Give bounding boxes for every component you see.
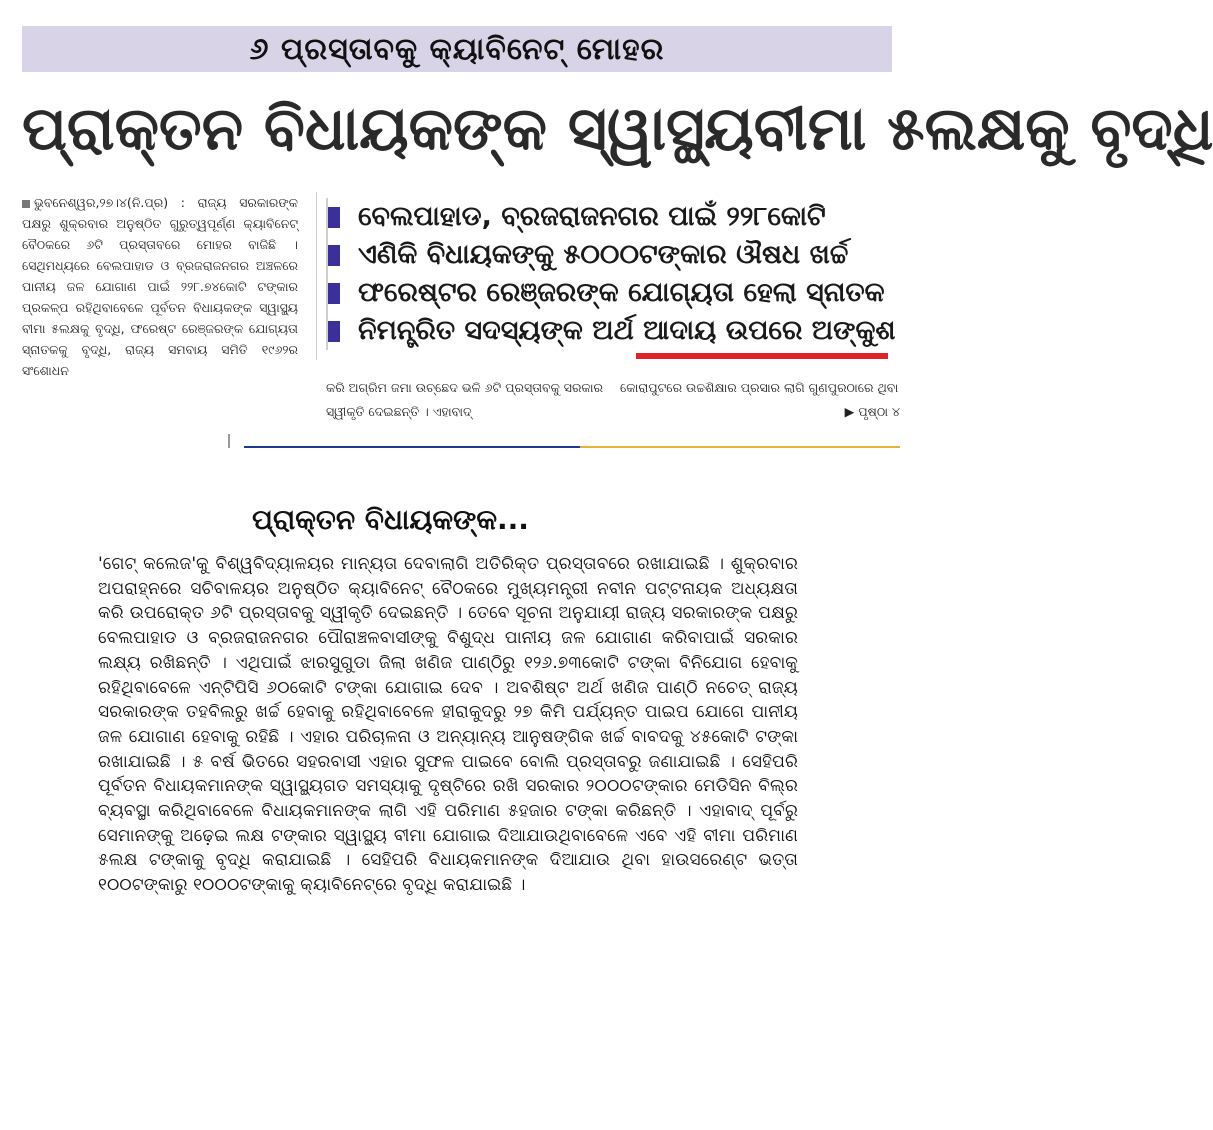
sub-column-2-text: କୋରାପୁଟରେ ଉଚ୍ଚଶିକ୍ଷାର ପ୍ରସାର ଲାଗି ଗୁଣପୁରଠାରେ ଥିବା — [620, 380, 899, 395]
column-divider — [316, 192, 317, 360]
kicker-text: ୬ ପ୍ରସ୍ତାବକୁ କ୍ୟାବିନେଟ୍ ମୋହର — [249, 31, 665, 67]
page-reference-link[interactable]: ▶ ପୃଷ୍ଠା ୪ — [844, 404, 900, 419]
highlight-text: ଏଣିକି ବିଧାୟକଙ୍କୁ ୫୦୦୦ଟଙ୍କାର ଔଷଧ ଖର୍ଚ୍ଚ — [358, 239, 849, 270]
square-bullet-icon — [22, 200, 30, 208]
lead-text: ଭୁବନେଶ୍ୱର,୨୭।୪(ନି.ପ୍ର) : ରାଜ୍ୟ ସରକାରଙ୍କ ପକ୍ଷରୁ ଶୁକ୍ରବାର ଅନୁଷ୍ଠିତ ଗୁରୁତ୍ୱପୂର୍ଣ୍ଣ କ୍ୟାବିନେଟ୍ ବୈଠକରେ ୬ଟି ପ୍ରସ୍ତାବରେ ମୋହର ବାଜିଛି । ସେଥିମଧ୍ୟରେ ବେଲପାହାଡ ଓ ବ୍ରଜରାଜନଗର ଅଞ୍ଚଳରେ ପାନୀୟ ଜଳ ଯୋଗାଣ ପାଇଁ ୨୨୮.୭୪କୋଟି ଟଙ୍କାର ପ୍ରକଳ୍ପ ରହିଥିବାବେଳେ ପୂର୍ବତନ ବିଧାୟକଙ୍କ ସ୍ୱାସ୍ଥ୍ୟ ବୀମା ୫ଲକ୍ଷକୁ ବୃଦ୍ଧି, ଫରେଷ୍ଟ ରେଞ୍ଜରଙ୍କ ଯୋଗ୍ୟତା ସ୍ନାତକକୁ ବୃଦ୍ଧି, ରାଜ୍ୟ ସମବାୟ ସମିତି ୧୯୬୨ର ସଂଶୋଧନ — [22, 195, 298, 378]
separator-rule-gold — [580, 446, 900, 448]
highlight-text: ବେଲପାହାଡ, ବ୍ରଜରାଜନଗର ପାଇଁ ୨୨୮କୋଟି — [358, 201, 826, 232]
highlight-item — [328, 198, 898, 236]
continuation-title: ପ୍ରାକ୍ତନ ବିଧାୟକଙ୍କ... — [252, 503, 529, 536]
square-bullet-icon — [328, 283, 340, 304]
sub-column-2 — [620, 376, 900, 424]
sub-column-1: କରି ଅଗ୍ରିମ ଜମା ଉଚ୍ଛେଦ ଭଳି ୬ଟି ପ୍ରସ୍ତାବକୁ ସରକାର ସ୍ୱୀକୃତି ଦେଇଛନ୍ତି । ଏହାବାଦ୍ — [326, 380, 603, 419]
separator-rule-blue — [244, 446, 580, 448]
square-bullet-icon — [328, 245, 340, 266]
highlight-text: ଫରେଷ୍ଟର ରେଞ୍ଜରଙ୍କ ଯୋଗ୍ୟତା ହେଲା ସ୍ନାତକ — [358, 277, 885, 308]
separator-tick — [228, 434, 230, 448]
highlight-item — [328, 236, 898, 274]
highlight-item — [328, 312, 898, 350]
accent-underline — [636, 353, 888, 359]
square-bullet-icon — [328, 321, 340, 342]
highlight-item — [328, 274, 898, 312]
square-bullet-icon — [328, 207, 340, 228]
kicker-banner — [22, 26, 892, 72]
continuation-columns — [326, 376, 900, 424]
highlight-text: ନିମନ୍ତ୍ରିତ ସଦସ୍ୟଙ୍କ ଅର୍ଥ ଆଦାୟ ଉପରେ ଅଙ୍କୁଶ — [358, 315, 896, 346]
headline: ପ୍ରାକ୍ତନ ବିଧାୟକଙ୍କ ସ୍ୱାସ୍ଥ୍ୟବୀମା ୫ଲକ୍ଷକୁ ବୃଦ୍ଧି — [22, 94, 1213, 164]
highlights-box — [326, 198, 898, 350]
continuation-body: 'ଗେଟ୍ କଲେଜ'କୁ ବିଶ୍ୱବିଦ୍ୟାଳୟର ମାନ୍ୟତା ଦେବାଲାଗି ଅତିରିକ୍ତ ପ୍ରସ୍ତାବରେ ରଖାଯାଇଛି । ଶୁକ୍ରବାର ଅପରାହ୍ନରେ ସଚିବାଳୟର ଅନୁଷ୍ଠିତ କ୍ୟାବିନେଟ୍ ବୈଠକରେ ମୁଖ୍ୟମନ୍ତ୍ରୀ ନବୀନ ପଟ୍ଟନାୟକ ଅଧ୍ୟକ୍ଷତା କରି ଉପରୋକ୍ତ ୬ଟି ପ୍ରସ୍ତାବକୁ ସ୍ୱୀକୃତି ଦେଇଛନ୍ତି । ତେବେ ସୂଚନା ଅନୁଯାୟୀ ରାଜ୍ୟ ସରକାରଙ୍କ ପକ୍ଷରୁ ବେଲପାହାଡ ଓ ବ୍ରଜରାଜନଗର ପୌରାଞ୍ଚଳବାସୀଙ୍କୁ ବିଶୁଦ୍ଧ ପାନୀୟ ଜଳ ଯୋଗାଣ କରିବାପାଇଁ ସରକାର ଲକ୍ଷ୍ୟ ରଖିଛନ୍ତି । ଏଥିପାଇଁ ଝାରସୁଗୁଡା ଜିଲା ଖଣିଜ ପାଣ୍ଠିରୁ ୧୨୬.୭୩କୋଟି ଟଙ୍କା ବିନିଯୋଗ ହେବାକୁ ରହିଥିବାବେଳେ ଏନ୍‌ଟିପିସି ୬୦କୋଟି ଟଙ୍କା ଯୋଗାଇ ଦେବ । ଅବଶିଷ୍ଟ ଅର୍ଥ ଖଣିଜ ପାଣ୍ଠି ନଚେତ୍ ରାଜ୍ୟ ସରକାରଙ୍କ ତହବିଲରୁ ଖର୍ଚ୍ଚ ହେବାକୁ ରହିଥିବାବେଳେ ହୀରାକୁଦରୁ ୨୭ କିମି ପର୍ଯ୍ୟନ୍ତ ପାଇପ ଯୋଗେ ପାନୀୟ ଜଳ ଯୋଗାଣ ହେବାକୁ ରହିଛି । ଏହାର ପରିଚାଳନା ଓ ଅନ୍ୟାନ୍ୟ ଆନୁଷଙ୍ଗିକ ଖର୍ଚ୍ଚ ବାବଦକୁ ୪୫କୋଟି ଟଙ୍କା ରଖାଯାଇଛି । ୫ ବର୍ଷ ଭିତରେ ସହରବାସୀ ଏହାର ସୁଫଳ ପାଇବେ ବୋଲି ପ୍ରସ୍ତାବରୁ ଜଣାଯାଇଛି । ସେହିପରି ପୂର୍ବତନ ବିଧାୟକମାନଙ୍କ ସ୍ୱାସ୍ଥ୍ୟଗତ ସମସ୍ୟାକୁ ଦୃଷ୍ଟିରେ ରଖି ସରକାର ୨୦୦୦ଟଙ୍କାର ମେଡିସିନ ବିଲ୍‌ର ବ୍ୟବସ୍ଥା କରିଥିବାବେଳେ ବିଧାୟକମାନଙ୍କ ଲାଗି ଏହି ପରିମାଣ ୫ହଜାର ଟଙ୍କା କରିଛନ୍ତି । ଏହାବାଦ୍ ପୂର୍ବରୁ ସେମାନଙ୍କୁ ଅଢ଼େଇ ଲକ୍ଷ ଟଙ୍କାର ସ୍ୱାସ୍ଥ୍ୟ ବୀମା ଯୋଗାଇ ଦିଆଯାଉଥିବାବେଳେ ଏବେ ଏହି ବୀମା ପରିମାଣ ୫ଲକ୍ଷ ଟଙ୍କାକୁ ବୃଦ୍ଧି କରାଯାଇଛି । ସେହିପରି ବିଧାୟକମାନଙ୍କ ଦିଆଯାଉ ଥିବା ହାଉସରେଣ୍ଟ ଭତ୍ତା ୧୦୦ଟଙ୍କାରୁ ୧୦୦୦ଟଙ୍କାକୁ କ୍ୟାବିନେଟ୍‌ରେ ବୃଦ୍ଧି କରାଯାଇଛି । — [98, 554, 798, 896]
lead-column — [22, 192, 298, 381]
